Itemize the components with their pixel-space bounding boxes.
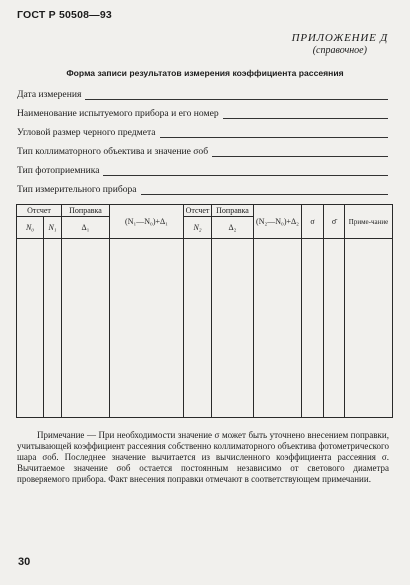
col-sigma-mean: σ̄ [324, 205, 345, 239]
fill-line [160, 129, 388, 138]
appendix-title: ПРИЛОЖЕНИЕ Д [291, 32, 388, 44]
table-cell [17, 239, 44, 418]
col-n0: N₀ [17, 217, 44, 239]
col-formula-1: (N₁—N₀)+Δ₁ [110, 205, 184, 239]
col-formula-2: (N₂—N₀)+Δ₂ [254, 205, 302, 239]
fill-line [103, 167, 388, 176]
note-block [17, 430, 389, 485]
field-label: Тип фотоприемника [17, 165, 100, 176]
col-n1: N₁ [44, 217, 62, 239]
col-sigma: σ [302, 205, 324, 239]
col-remarks: Приме-чание [345, 205, 393, 239]
table-cell [62, 239, 110, 418]
col-reading-1: Отсчет [17, 205, 62, 217]
col-delta1: Δ₁ [62, 217, 110, 239]
table-cell [212, 239, 254, 418]
field-date [17, 87, 388, 100]
fill-line [141, 186, 388, 195]
col-reading-2: Отсчет [184, 205, 212, 217]
fill-line [212, 148, 388, 157]
field-label: Дата измерения [17, 89, 82, 100]
table-cell [110, 239, 184, 418]
results-table [16, 204, 393, 418]
fill-line [223, 110, 388, 119]
field-meter-type [17, 182, 388, 195]
form-title: Форма записи результатов измерения коэффициента рассеяния [66, 68, 344, 78]
page-number: 30 [18, 556, 31, 568]
appendix-subtitle: (справочное) [312, 45, 367, 56]
appendix-heading [292, 32, 388, 56]
col-correction-1: Поправка [62, 205, 110, 217]
field-label: Угловой размер черного предмета [17, 127, 156, 138]
field-device-name [17, 106, 388, 119]
note-text: Примечание — При необходимости значение σ может быть уточнено внесением поправки, учитывающей коэффициент рассеяния собственно коллиматорного объектива фотометрического шара σоб. Последнее значение вычитается из вычисленного коэффициента рассеяния σ. Вычитаемое значение σоб остается постоянным независимо от светового диаметра проверяемого прибора. Факт внесения поправки отмечают в соответствующем примечании. [17, 430, 389, 484]
table-row [17, 239, 393, 418]
fill-line [85, 91, 388, 100]
table-cell [254, 239, 302, 418]
field-collimator-type [17, 144, 388, 157]
col-correction-2: Поправка [212, 205, 254, 217]
field-label: Тип коллиматорного объектива и значение σоб [17, 146, 209, 157]
standard-number: ГОСТ Р 50508—93 [17, 9, 112, 21]
table-cell [345, 239, 393, 418]
table-cell [302, 239, 324, 418]
col-n2: N₂ [184, 217, 212, 239]
field-photoreceiver-type [17, 163, 388, 176]
field-angular-size [17, 125, 388, 138]
field-label: Наименование испытуемого прибора и его номер [17, 108, 219, 119]
table-cell [44, 239, 62, 418]
table-cell [184, 239, 212, 418]
col-delta2: Δ₂ [212, 217, 254, 239]
field-label: Тип измерительного прибора [17, 184, 137, 195]
table-cell [324, 239, 345, 418]
